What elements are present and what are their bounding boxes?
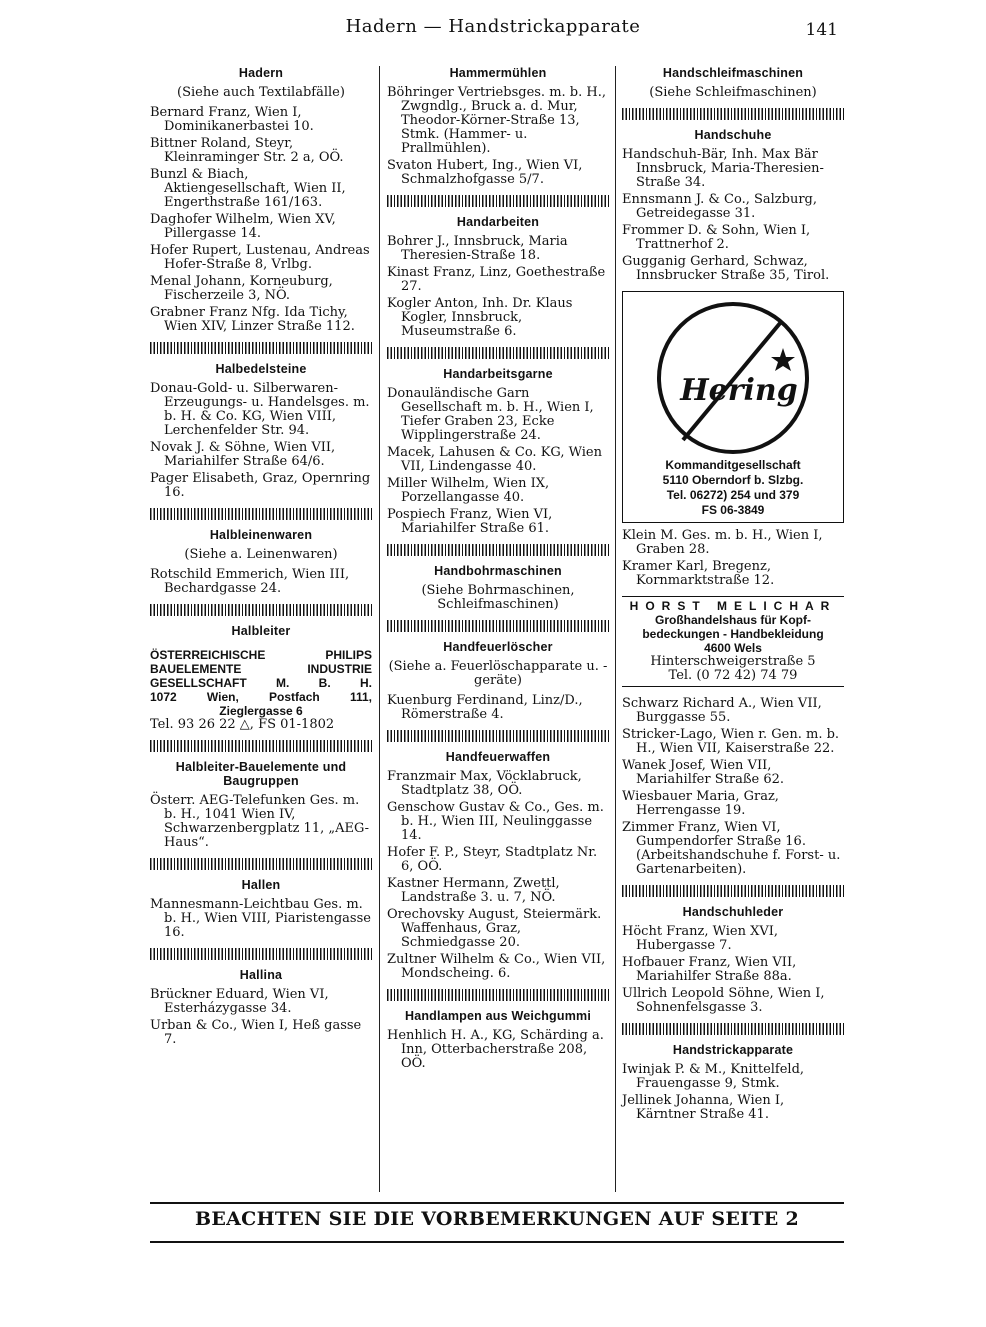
- section-separator: [150, 948, 372, 960]
- see-also: (Siehe Bohrmaschinen, Schleifmaschinen): [421, 583, 575, 612]
- list-item: Bohrer J., Innsbruck, Maria Theresien-Straße 18.: [387, 234, 568, 263]
- section-heading-handbohrmaschinen: Handbohrmaschinen: [434, 564, 562, 578]
- list-item: Donau-Gold- u. Silberwaren-Erzeugungs- u. Handelsges. m. b. H. & Co. KG, Wien VIII, Lerchenfelder Str. 94.: [150, 381, 370, 438]
- see-also: (Siehe a. Leinenwaren): [184, 547, 338, 562]
- list-item: Kramer Karl, Bregenz, Kornmarktstraße 12.: [622, 559, 775, 588]
- list-item: Höcht Franz, Wien XVI, Hubergasse 7.: [622, 924, 779, 953]
- star-icon: [771, 348, 795, 371]
- list-item: Gugganig Gerhard, Schwaz, Innsbrucker Straße 35, Tirol.: [622, 254, 830, 283]
- section-separator: [622, 1023, 844, 1035]
- list-item: Franzmair Max, Vöcklabruck, Stadtplatz 38, OÖ.: [387, 769, 582, 798]
- section-heading-halbedelsteine: Halbedelsteine: [215, 362, 307, 376]
- section-separator: [387, 620, 609, 632]
- section-heading-hadern: Hadern: [238, 66, 284, 80]
- list-item: Bunzl & Biach, Aktiengesellschaft, Wien II, Engerthstraße 161/163.: [150, 167, 346, 210]
- list-item: Iwinjak P. & M., Knittelfeld, Frauengasse 9, Stmk.: [622, 1062, 805, 1091]
- list-item: Kuenburg Ferdinand, Linz/D., Römerstraße 4.: [387, 693, 583, 722]
- list-item: Pospiech Franz, Wien VI, Mariahilfer Straße 61.: [387, 507, 553, 536]
- see-also: (Siehe a. Feuerlöschapparate u. -geräte): [388, 659, 608, 688]
- list-item: Zimmer Franz, Wien VI, Gumpendorfer Straße 16. (Arbeitshandschuhe f. Forst- u. Gartenarbeiten).: [622, 820, 841, 877]
- list-item: Macek, Lahusen & Co. KG, Wien VII, Lindengasse 40.: [387, 445, 602, 474]
- section-separator: [387, 544, 609, 556]
- section-separator: [150, 508, 372, 520]
- list-item: Handschuh-Bär, Inh. Max Bär Innsbruck, Maria-Theresien-Straße 34.: [622, 147, 824, 190]
- section-heading-hallina: Hallina: [239, 968, 283, 982]
- footer-notice: BEACHTEN SIE DIE VORBEMERKUNGEN AUF SEITE 2: [194, 1208, 800, 1230]
- advertisement-philips: [150, 648, 372, 732]
- logo-wordmark: Hering: [680, 373, 798, 408]
- list-item: Schwarz Richard A., Wien VII, Burggasse 55.: [622, 696, 822, 725]
- list-item: Novak J. & Söhne, Wien VII, Mariahilfer Straße 64/6.: [150, 440, 336, 469]
- list-item: Jellinek Johanna, Wien I, Kärntner Straße 41.: [622, 1093, 785, 1122]
- list-item: Miller Wilhelm, Wien IX, Porzellangasse 40.: [387, 476, 550, 505]
- column-divider: [379, 66, 380, 1192]
- ad-line: Großhandelshaus für Kopf-: [655, 613, 811, 627]
- ad-line: Zieglergasse 6: [219, 704, 303, 718]
- list-item: Orechovsky August, Steiermärk. Waffenhaus, Graz, Schmiedgasse 20.: [387, 907, 602, 950]
- section-heading-bauelemente: Halbleiter-Bauelemente und Baugruppen: [175, 760, 347, 788]
- section-separator: [387, 347, 609, 359]
- list-item: Kastner Hermann, Zwettl, Landstraße 3. u. 7, NÖ.: [387, 876, 560, 905]
- list-item: Brückner Eduard, Wien VI, Esterházygasse 34.: [150, 987, 329, 1016]
- ad-line: Tel. 06272) 254 und 379: [666, 488, 800, 502]
- list-item: Genschow Gustav & Co., Ges. m. b. H., Wien III, Neulinggasse 14.: [387, 800, 604, 843]
- advertisement-melichar: [622, 596, 844, 687]
- ad-line: Hinterschweigerstraße 5: [650, 654, 816, 669]
- ad-phone: Tel. 93 26 22 △, FS 01-1802: [150, 717, 335, 732]
- list-item: Wiesbauer Maria, Graz, Herrengasse 19.: [622, 789, 779, 818]
- list-item: Donauländische Garn Gesellschaft m. b. H., Wien I, Tiefer Graben 23, Ecke Wipplingerstraße 24.: [387, 386, 594, 443]
- section-separator: [387, 195, 609, 207]
- section-separator: [622, 108, 844, 120]
- ad-line: bedeckungen - Handbekleidung: [642, 627, 824, 641]
- list-item: Pager Elisabeth, Graz, Opernring 16.: [150, 471, 371, 500]
- section-heading-hammermuehlen: Hammermühlen: [449, 66, 547, 80]
- ad-line: ÖSTERREICHISCHE PHILIPS: [150, 648, 372, 662]
- list-item: Hofbauer Franz, Wien VII, Mariahilfer Straße 88a.: [622, 955, 797, 984]
- hering-logo-icon: [653, 298, 813, 458]
- section-separator: [150, 604, 372, 616]
- ad-line: Kommanditgesellschaft: [665, 458, 801, 472]
- see-also: (Siehe auch Textilabfälle): [177, 85, 345, 100]
- list-item: Kogler Anton, Inh. Dr. Klaus Kogler, Innsbruck, Museumstraße 6.: [387, 296, 573, 339]
- ad-line: BAUELEMENTE INDUSTRIE: [150, 662, 372, 676]
- list-item: Svaton Hubert, Ing., Wien VI, Schmalzhofgasse 5/7.: [387, 158, 583, 187]
- list-item: Zultner Wilhelm & Co., Wien VII, Mondscheing. 6.: [387, 952, 606, 981]
- page-number: 141: [805, 20, 838, 40]
- list-item: Menal Johann, Korneuburg, Fischerzeile 3, NÖ.: [150, 274, 333, 303]
- list-item: Rotschild Emmerich, Wien III, Bechardgasse 24.: [150, 567, 350, 596]
- column-3: [622, 64, 844, 1125]
- list-item: Daghofer Wilhelm, Wien XV, Pillergasse 14.: [150, 212, 336, 241]
- list-item: Ullrich Leopold Söhne, Wien I, Sohnenfelsgasse 3.: [622, 986, 825, 1015]
- list-item: Henhlich H. A., KG, Schärding a. Inn, Otterbacherstraße 208, OÖ.: [387, 1028, 604, 1071]
- section-separator: [622, 885, 844, 897]
- ad-line: 1072 Wien, Postfach 111,: [150, 690, 372, 704]
- column-2: [387, 64, 609, 1074]
- section-separator: [387, 989, 609, 1001]
- list-item: Mannesmann-Leichtbau Ges. m. b. H., Wien VIII, Piaristengasse 16.: [150, 897, 371, 940]
- section-separator: [150, 858, 372, 870]
- list-item: Österr. AEG-Telefunken Ges. m. b. H., 1041 Wien IV, Schwarzenbergplatz 11, „AEG-Haus“.: [150, 793, 369, 850]
- ad-line: FS 06-3849: [701, 503, 765, 517]
- list-item: Frommer D. & Sohn, Wien I, Trattnerhof 2.: [622, 223, 811, 252]
- section-separator: [150, 740, 372, 752]
- list-item: Hofer F. P., Steyr, Stadtplatz Nr. 6, OÖ.: [387, 845, 598, 874]
- list-item: Grabner Franz Nfg. Ida Tichy, Wien XIV, Linzer Straße 112.: [150, 305, 355, 334]
- list-item: Bittner Roland, Steyr, Kleinraminger Str. 2 a, OÖ.: [150, 136, 344, 165]
- section-heading-handschuhleder: Handschuhleder: [682, 905, 784, 919]
- section-separator: [387, 730, 609, 742]
- advertisement-hering: [622, 291, 844, 523]
- column-1: [150, 64, 372, 1050]
- list-item: Wanek Josef, Wien VII, Mariahilfer Straße 62.: [622, 758, 785, 787]
- section-heading-handschleifmaschinen: Handschleifmaschinen: [662, 66, 804, 80]
- see-also: (Siehe Schleifmaschinen): [649, 85, 817, 100]
- list-item: Böhringer Vertriebsges. m. b. H., Zwgndlg., Bruck a. d. Mur, Theodor-Körner-Straße 13, Stmk. (Hammer- u. Prallmühlen).: [387, 85, 606, 156]
- footer-rule-bottom: [150, 1241, 844, 1243]
- ad-line: 5110 Oberndorf b. Slzbg.: [662, 473, 804, 487]
- ad-line: Tel. (0 72 42) 74 79: [668, 668, 798, 683]
- section-separator: [150, 342, 372, 354]
- list-item: Kinast Franz, Linz, Goethestraße 27.: [387, 265, 606, 294]
- list-item: Urban & Co., Wien I, Heß gasse 7.: [150, 1018, 362, 1047]
- section-heading-handlampen: Handlampen aus Weichgummi: [404, 1009, 592, 1023]
- section-heading-handstrickapparate: Handstrickapparate: [672, 1043, 794, 1057]
- list-item: Stricker-Lago, Wien r. Gen. m. b. H., Wien VII, Kaiserstraße 22.: [622, 727, 840, 756]
- list-item: Hofer Rupert, Lustenau, Andreas Hofer-Straße 8, Vrlbg.: [150, 243, 370, 272]
- section-heading-handfeuerloescher: Handfeuerlöscher: [443, 640, 553, 654]
- list-item: Bernard Franz, Wien I, Dominikanerbastei 10.: [150, 105, 314, 134]
- ad-line: GESELLSCHAFT M. B. H.: [150, 676, 372, 690]
- section-heading-handarbeiten: Handarbeiten: [456, 215, 540, 229]
- section-heading-handarbeitsgarne: Handarbeitsgarne: [443, 367, 553, 381]
- section-heading-halbleinenwaren: Halbleinenwaren: [209, 528, 313, 542]
- section-heading-handschuhe: Handschuhe: [694, 128, 772, 142]
- ad-company-name: HORST MELICHAR: [629, 599, 837, 613]
- list-item: Klein M. Ges. m. b. H., Wien I, Graben 28.: [622, 528, 823, 557]
- footer-rule-top: [150, 1202, 844, 1204]
- ad-line: 4600 Wels: [704, 641, 762, 655]
- page-header-title: Hadern — Handstrickapparate: [345, 16, 641, 37]
- section-heading-halbleiter: Halbleiter: [231, 624, 291, 638]
- list-item: Ennsmann J. & Co., Salzburg, Getreidegasse 31.: [622, 192, 817, 221]
- section-heading-hallen: Hallen: [241, 878, 281, 892]
- section-heading-handfeuerwaffen: Handfeuerwaffen: [445, 750, 551, 764]
- column-divider: [615, 66, 616, 1192]
